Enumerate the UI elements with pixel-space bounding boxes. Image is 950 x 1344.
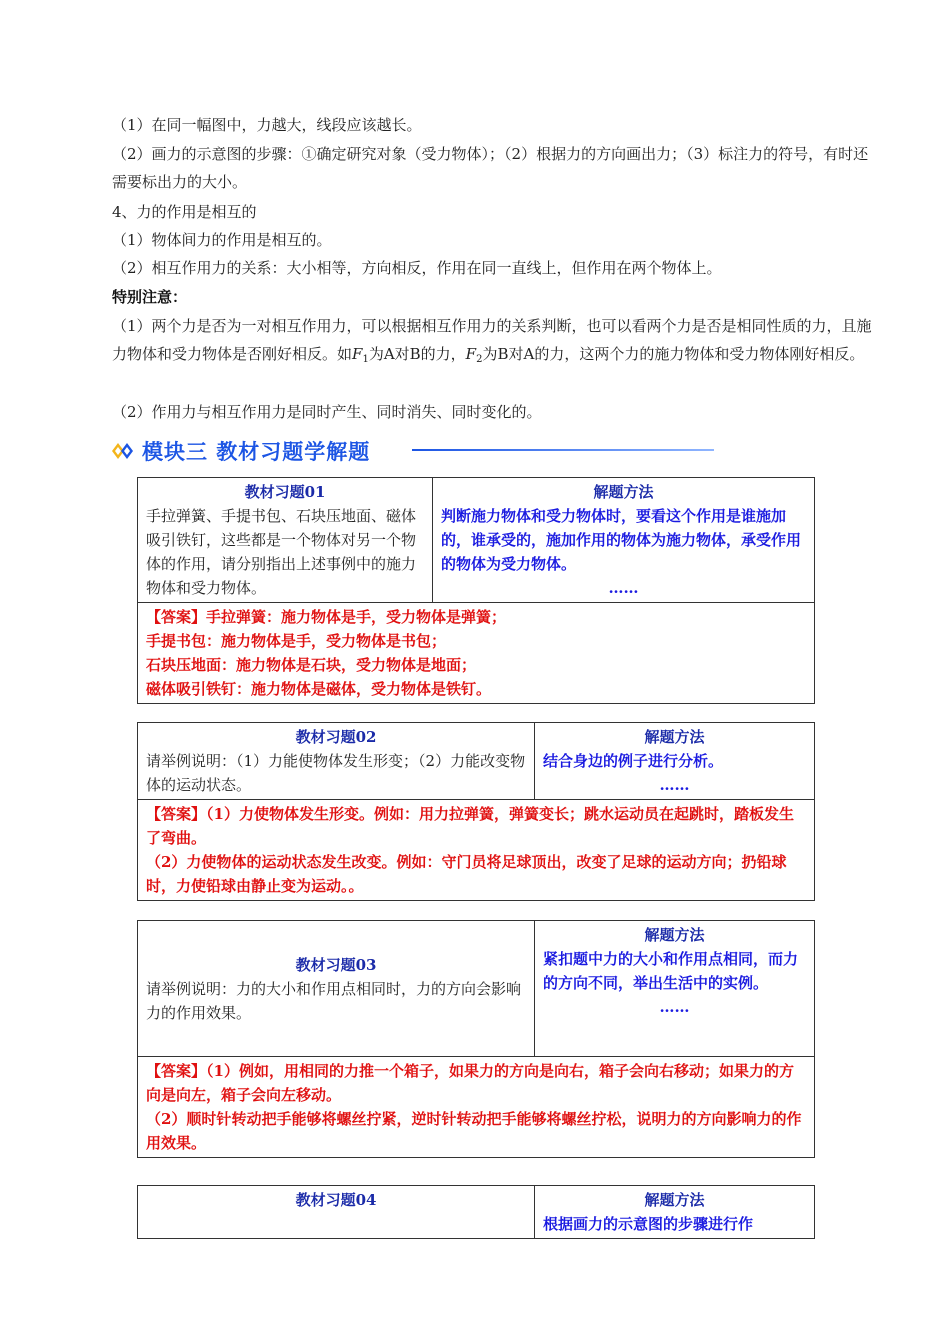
answer-cell [138, 800, 815, 901]
intro-p2: （2）画力的示意图的步骤：①确定研究对象（受力物体）；（2）根据力的方向画出力；（3）标注力的符号，有时还需要标出力的大小。 [112, 145, 869, 191]
exercise-question: 请举例说明：力的大小和作用点相同时，力的方向会影响力的作用效果。 [146, 979, 522, 1022]
exercise-question-cell [138, 478, 433, 603]
exercise-title: 教材习题01 [244, 483, 326, 501]
exercise-title: 教材习题03 [295, 955, 377, 974]
note-title: 特别注意： [112, 288, 188, 306]
answer-line: 【答案】手拉弹簧：施力物体是手，受力物体是弹簧； [146, 608, 507, 626]
exercise-method-cell [535, 723, 815, 800]
method-text: 紧扣题中力的大小和作用点相同，而力的方向不同，举出生活中的实例。 [543, 950, 799, 992]
answer-line: 【答案】（1）例如，用相同的力推一个箱子，如果力的方向是向右，箱子会向右移动；如果力的方向是向左，箱子会向左移动。 [146, 1062, 794, 1104]
exercise-question-cell [138, 723, 535, 800]
exercise-method-cell [433, 478, 815, 603]
note-1: （1）两个力是否为一对相互作用力，可以根据相互作用力的关系判断，也可以看两个力是否是相同性质的力，且施力物体和受力物体是否刚好相反。如$F_1$为A对B的力，$F_2$为B对A的力，这两个力的施力物体和受力物体刚好相反。 [112, 317, 872, 365]
exercise-table-02 [137, 722, 815, 901]
module-header [112, 434, 732, 468]
exercise-method-cell [535, 921, 815, 1057]
exercise-table-04 [137, 1185, 815, 1239]
exercise-question-cell [138, 1186, 535, 1239]
exercise-question: 手拉弹簧、手提书包、石块压地面、磁体吸引铁钉，这些都是一个物体对另一个物体的作用，请分别指出上述事例中的施力物体和受力物体。 [146, 507, 417, 597]
note-2: （2）作用力与相互作用力是同时产生、同时消失、同时变化的。 [112, 403, 542, 421]
answer-line: 石块压地面：施力物体是石块，受力物体是地面； [146, 656, 477, 674]
method-text: 判断施力物体和受力物体时，要看这个作用是谁施加的，谁承受的，施加作用的物体为施力物体，承受作用的物体为受力物体。 [441, 507, 802, 573]
answer-line: （2）顺时针转动把手能够将螺丝拧紧，逆时针转动把手能够将螺丝拧松，说明力的方向影响力的作用效果。 [146, 1110, 802, 1152]
answer-line: 磁体吸引铁钉：施力物体是磁体，受力物体是铁钉。 [146, 680, 492, 698]
exercise-table-01 [137, 477, 815, 704]
exercise-question-cell [138, 921, 535, 1057]
exercise-title: 教材习题02 [295, 728, 377, 746]
double-diamond-icon [112, 443, 136, 459]
method-title: 解题方法 [644, 728, 705, 746]
module-divider [412, 449, 714, 451]
answer-cell [138, 603, 815, 704]
method-title: 解题方法 [644, 1191, 705, 1209]
answer-cell [138, 1057, 815, 1158]
exercise-title: 教材习题04 [295, 1191, 377, 1209]
intro-p3: （1）物体间力的作用是相互的。 [112, 231, 332, 249]
method-ellipsis: …… [659, 776, 690, 794]
method-text: 结合身边的例子进行分析。 [543, 752, 724, 770]
method-ellipsis: …… [659, 998, 690, 1016]
answer-line: （2）力使物体的运动状态发生改变。例如：守门员将足球顶出，改变了足球的运动方向；扔铅球时，力使铅球由静止变为运动。。 [146, 853, 787, 895]
method-text: 根据画力的示意图的步骤进行作 [543, 1215, 754, 1233]
exercise-method-cell [535, 1186, 815, 1239]
intro-p1: （1）在同一幅图中，力越大，线段应该越长。 [112, 116, 422, 134]
module-title: 模块三 教材习题学解题 [142, 440, 371, 464]
answer-line: 【答案】（1）力使物体发生形变。例如：用力拉弹簧，弹簧变长；跳水运动员在起跳时，踏板发生了弯曲。 [146, 805, 794, 847]
answer-line: 手提书包：施力物体是手，受力物体是书包； [146, 632, 447, 650]
method-title: 解题方法 [593, 483, 654, 501]
exercise-question: 请举例说明：（1）力能使物体发生形变；（2）力能改变物体的运动状态。 [146, 752, 526, 794]
exercise-table-03 [137, 920, 815, 1158]
intro-p4: （2）相互作用力的关系：大小相等，方向相反，作用在同一直线上，但作用在两个物体上。 [112, 259, 722, 277]
section-heading-4: 4、力的作用是相互的 [112, 203, 257, 221]
method-ellipsis: …… [608, 579, 639, 597]
method-title: 解题方法 [644, 926, 705, 944]
